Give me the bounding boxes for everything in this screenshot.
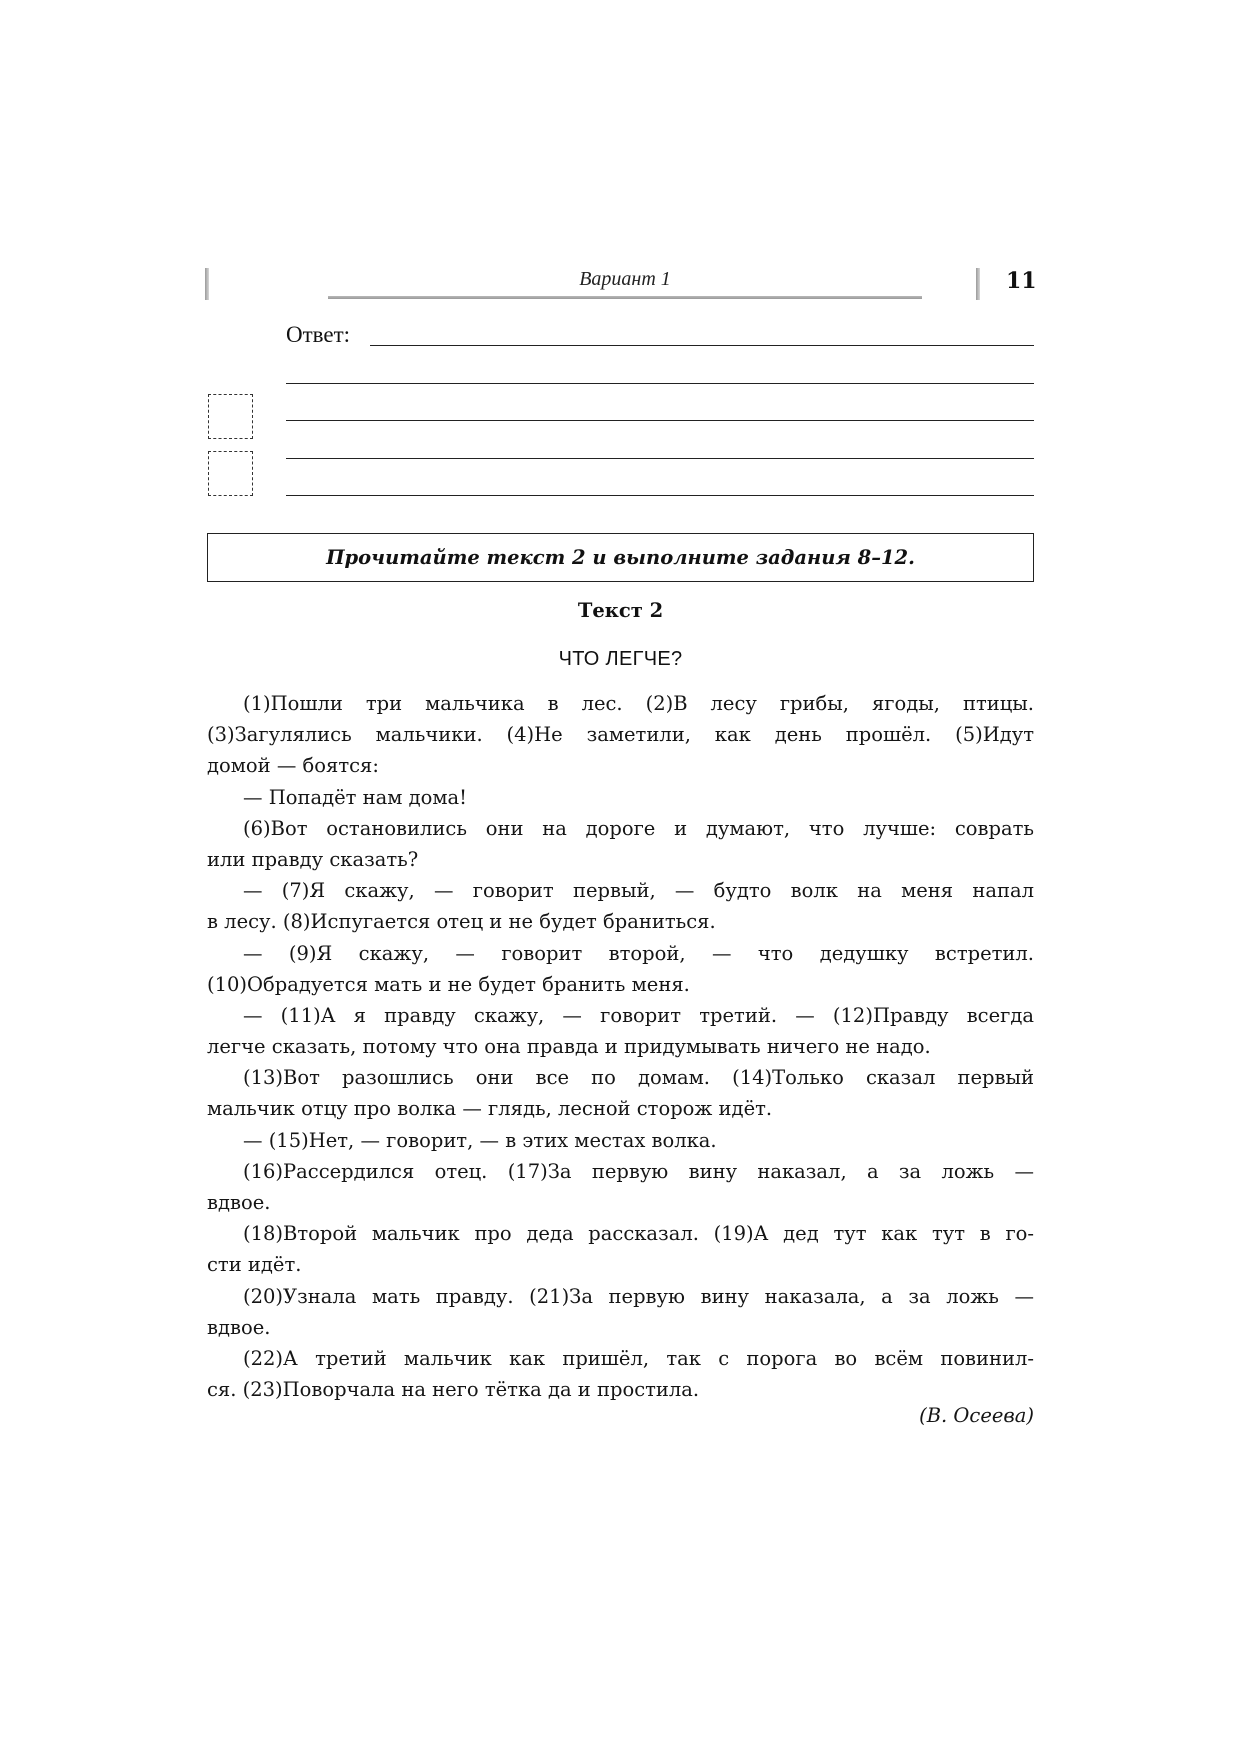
answer-line-3[interactable] — [286, 420, 1034, 421]
story-line: — (11)А я правду скажу, — говорит третий. — (12)Правду всегда — [243, 1003, 1034, 1027]
story-line: ся. (23)Поворчала на него тётка да и простила. — [207, 1378, 700, 1402]
story-line: вдвое. — [207, 1315, 271, 1339]
score-box-2[interactable] — [208, 451, 253, 496]
text-heading: Текст 2 — [577, 599, 664, 622]
story-line: (20)Узнала мать правду. (21)За первую вину наказала, а за ложь — — [243, 1284, 1034, 1308]
running-title: Вариант 1 — [579, 268, 671, 290]
story-line: (13)Вот разошлись они все по домам. (14)Только сказал первый — [243, 1066, 1034, 1090]
story-line: — (15)Нет, — говорит, — в этих местах волка. — [243, 1128, 717, 1152]
story-line: — Попадёт нам дома! — [243, 785, 467, 809]
story-line: мальчик отцу про волка — глядь, лесной сторож идёт. — [207, 1097, 773, 1121]
story-line: (1)Пошли три мальчика в лес. (2)В лесу грибы, ягоды, птицы. — [243, 692, 1034, 715]
story-line: (10)Обрадуется мать и не будет бранить меня. — [207, 972, 690, 996]
story-line: (6)Вот остановились они на дороге и думают, что лучше: соврать — [243, 816, 1034, 840]
story-title: ЧТО ЛЕГЧЕ? — [558, 648, 683, 670]
story-line: сти идёт. — [207, 1253, 302, 1277]
story-line: в лесу. (8)Испугается отец и не будет браниться. — [207, 910, 716, 934]
answer-line-5[interactable] — [286, 495, 1034, 496]
story-line: вдвое. — [207, 1191, 271, 1214]
answer-line-2[interactable] — [286, 383, 1034, 384]
story-line: (16)Рассердился отец. (17)За первую вину наказал, а за ложь — — [243, 1159, 1034, 1183]
story-line: (18)Второй мальчик про деда рассказал. (19)А дед тут как тут в го- — [243, 1222, 1034, 1246]
answer-line-4[interactable] — [286, 458, 1034, 459]
answer-line-1[interactable] — [370, 345, 1034, 346]
story-line: — (7)Я скажу, — говорит первый, — будто волк на меня напал — [243, 879, 1034, 903]
header-right-bar — [976, 268, 980, 300]
page-number: 11 — [1006, 268, 1037, 294]
story-line: (3)Загулялись мальчики. (4)Не заметили, как день прошёл. (5)Идут — [207, 723, 1034, 747]
story-line: легче сказать, потому что она правда и придумывать ничего не надо. — [207, 1035, 931, 1059]
story-author: (В. Осеева) — [919, 1404, 1034, 1427]
score-box-1[interactable] — [208, 394, 253, 439]
story-line: или правду сказать? — [207, 847, 419, 871]
answer-label: Ответ: — [286, 322, 351, 347]
header-rule — [328, 296, 922, 299]
header-left-bar — [205, 268, 209, 300]
story-body — [207, 688, 1034, 1405]
story-line: — (9)Я скажу, — говорит второй, — что дедушку встретил. — [243, 941, 1034, 965]
story-line: (22)А третий мальчик как пришёл, так с порога во всём повинил- — [243, 1346, 1034, 1370]
task-instruction: Прочитайте текст 2 и выполните задания 8–12. — [326, 546, 915, 569]
story-line: домой — боятся: — [207, 754, 379, 778]
task-instruction-box — [207, 533, 1034, 582]
